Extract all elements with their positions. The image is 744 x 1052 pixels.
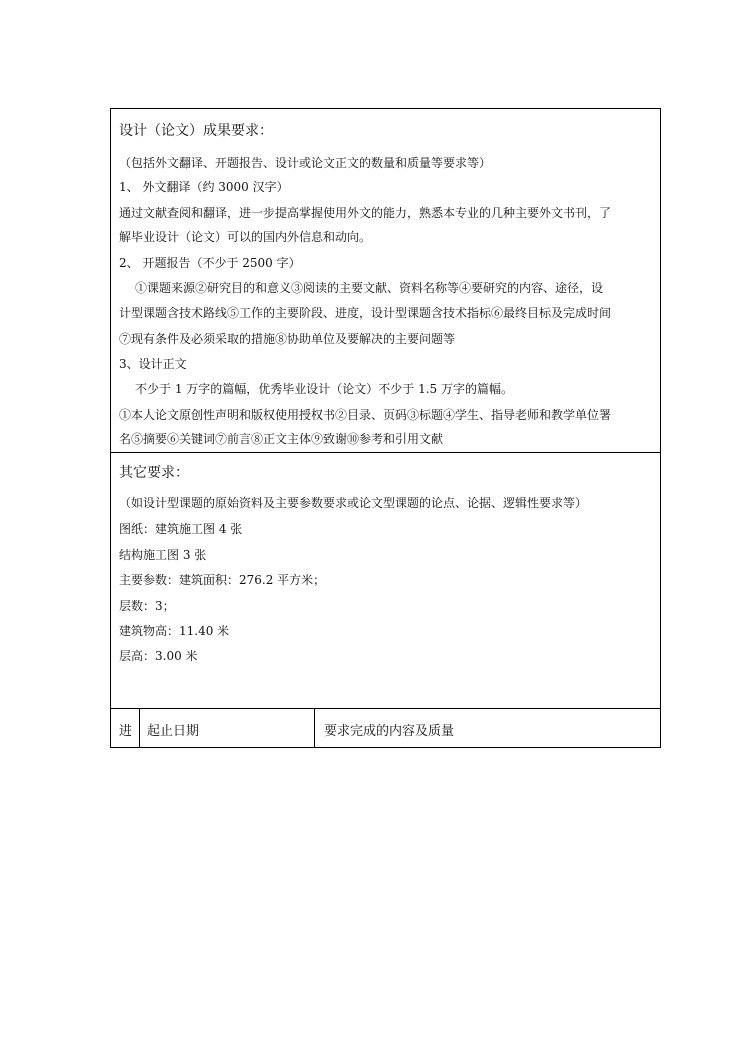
section-note: （如设计型课题的原始资料及主要参数要求或论文型课题的论点、论据、逻辑性要求等） bbox=[119, 496, 588, 510]
requirement-line: 图纸：建筑施工图 4 张 bbox=[119, 522, 243, 536]
item2-line: 计型课题含技术路线⑤工作的主要阶段、进度，设计型课题含技术指标⑥最终目标及完成时间 bbox=[119, 306, 612, 320]
item2-title: 2、 开题报告（不少于 2500 字） bbox=[119, 256, 301, 270]
item3-title: 3、设计正文 bbox=[119, 357, 187, 371]
item3-line: ①本人论文原创性声明和版权使用授权书②目录、页码③标题④学生、指导老师和教学单位署 bbox=[119, 408, 612, 422]
requirement-line: 层数：3； bbox=[119, 599, 175, 613]
requirement-line: 建筑物高：11.40 米 bbox=[119, 624, 230, 638]
item1-line: 解毕业设计（论文）可以的国内外信息和动向。 bbox=[119, 230, 372, 244]
design-requirements-section bbox=[110, 108, 661, 453]
section-title: 设计（论文）成果要求： bbox=[119, 123, 273, 139]
item2-line: ⑦现有条件及必须采取的措施⑧协助单位及要解决的主要问题等 bbox=[119, 332, 456, 346]
column-divider bbox=[139, 709, 140, 747]
other-requirements-section bbox=[110, 452, 661, 709]
item3-line: 名⑤摘要⑥关键词⑦前言⑧正文主体⑨致谢⑩参考和引用文献 bbox=[119, 432, 444, 446]
requirement-line: 结构施工图 3 张 bbox=[119, 548, 207, 562]
item1-title: 1、 外文翻译（约 3000 汉字） bbox=[119, 180, 289, 194]
schedule-table-header bbox=[110, 708, 661, 748]
content-quality-header: 要求完成的内容及质量 bbox=[324, 724, 455, 739]
item1-line: 通过文献查阅和翻译，进一步提高掌握使用外文的能力，熟悉本专业的几种主要外文书刊，了 bbox=[119, 206, 612, 220]
section-note: （包括外文翻译、开题报告、设计或论文正文的数量和质量等要求等） bbox=[119, 156, 492, 170]
progress-label: 进 bbox=[119, 724, 133, 739]
column-divider bbox=[314, 709, 315, 747]
item3-line: 不少于 1 万字的篇幅，优秀毕业设计（论文）不少于 1.5 万字的篇幅。 bbox=[135, 382, 513, 396]
item2-line: ①课题来源②研究目的和意义③阅读的主要文献、资料名称等④要研究的内容、途径，设 bbox=[135, 281, 604, 295]
requirement-line: 层高：3.00 米 bbox=[119, 649, 198, 663]
date-range-header: 起止日期 bbox=[147, 724, 200, 739]
requirement-line: 主要参数：建筑面积：276.2 平方米； bbox=[119, 573, 326, 587]
section-title: 其它要求： bbox=[119, 465, 189, 481]
